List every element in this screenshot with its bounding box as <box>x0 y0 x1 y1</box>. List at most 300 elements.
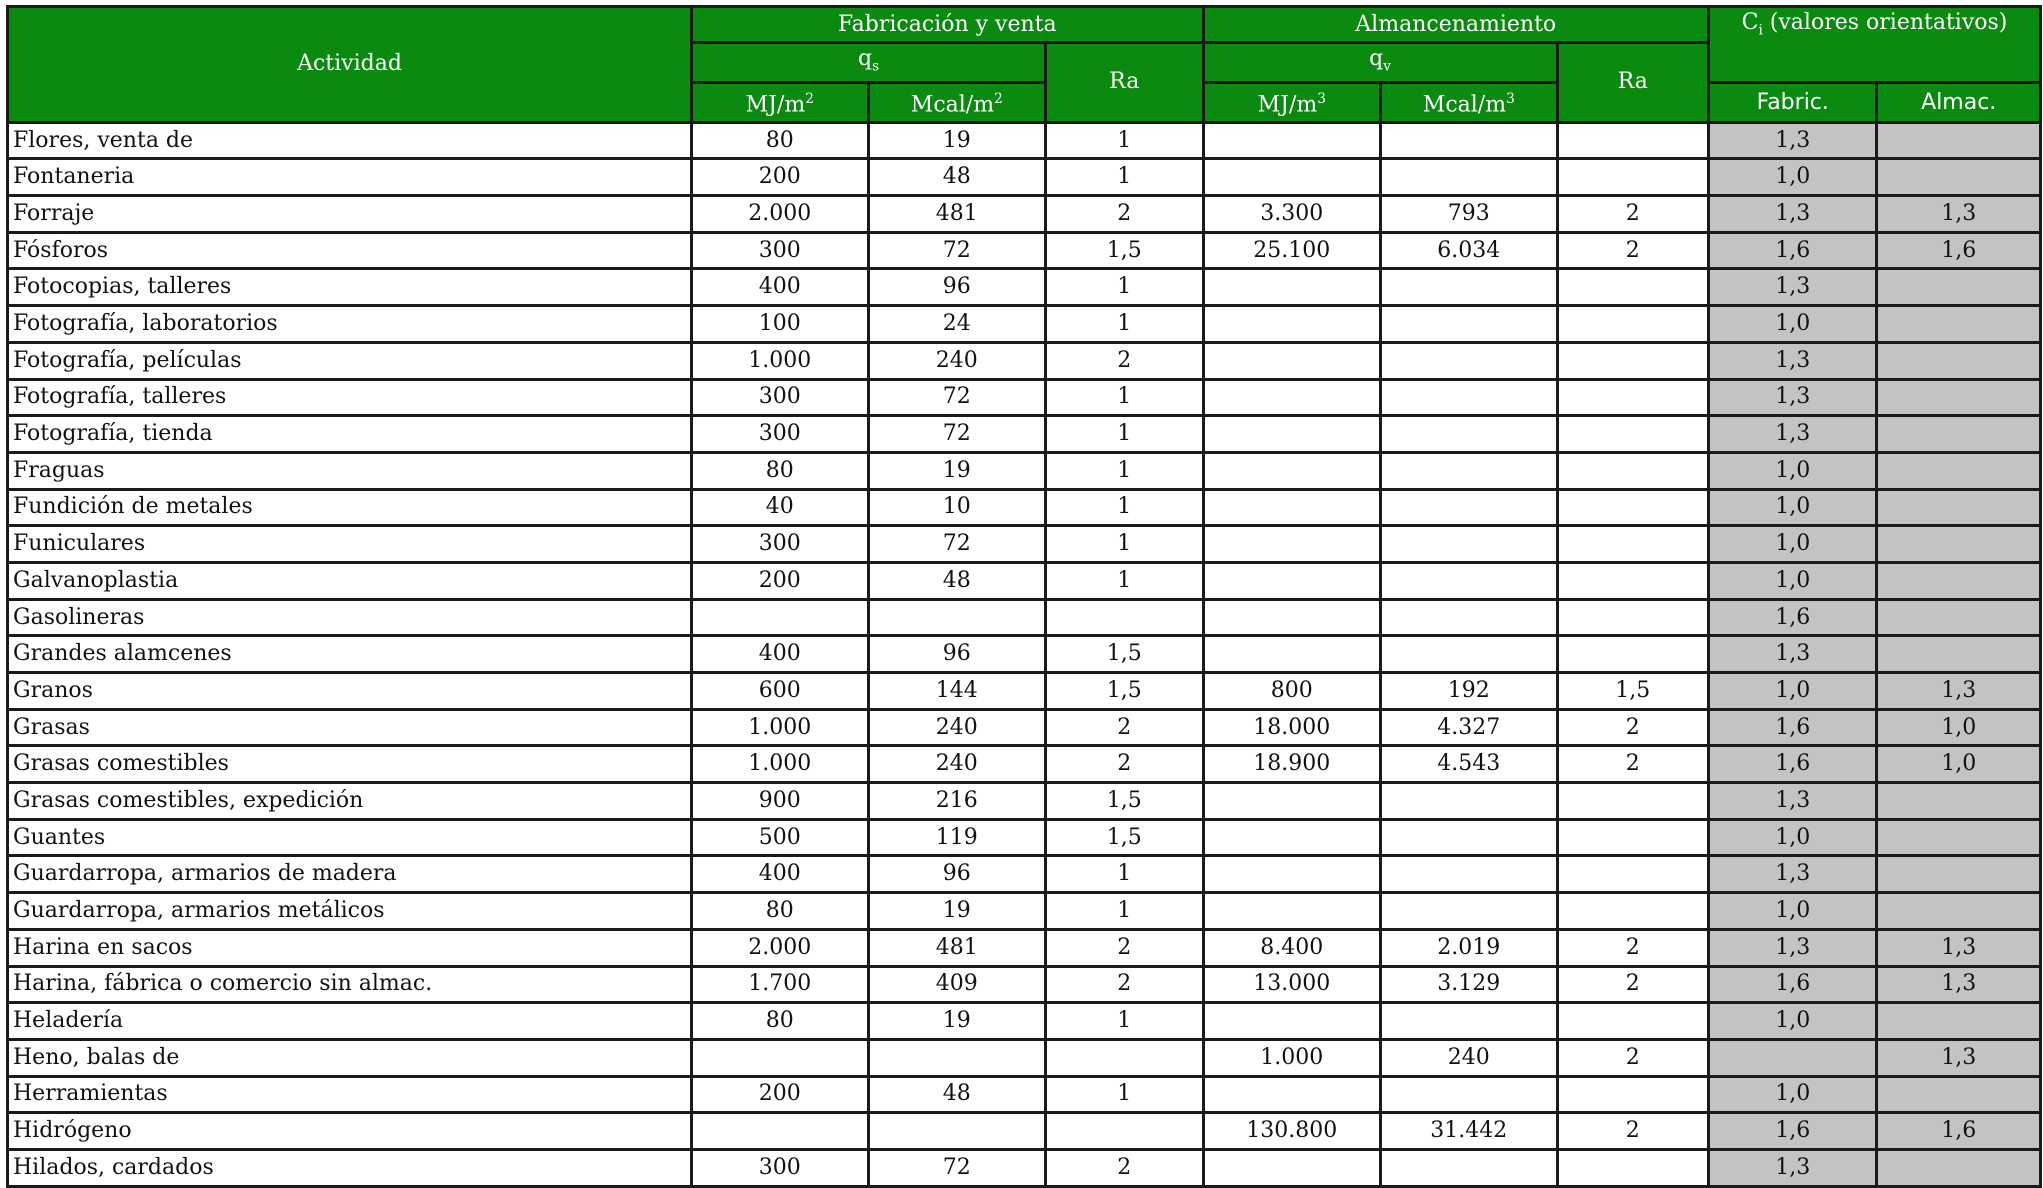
cell-mj-m2: 2.000 <box>692 196 869 233</box>
cell-mcal-m2: 96 <box>868 636 1046 673</box>
header-fabric: Fabric. <box>1708 83 1876 122</box>
cell-mcal-m3 <box>1381 379 1558 416</box>
cell-ra-almacenamiento <box>1557 819 1708 856</box>
cell-ci-almac <box>1877 856 2041 893</box>
cell-ci-fabric: 1,0 <box>1708 1003 1876 1040</box>
cell-mj-m3: 13.000 <box>1203 966 1381 1003</box>
cell-mj-m2: 2.000 <box>692 929 869 966</box>
cell-mj-m3 <box>1203 1003 1381 1040</box>
cell-ci-almac: 1,3 <box>1877 196 2041 233</box>
cell-mcal-m3: 4.327 <box>1381 709 1558 746</box>
cell-ci-fabric: 1,0 <box>1708 159 1876 196</box>
cell-mj-m3 <box>1203 636 1381 673</box>
cell-mcal-m2: 48 <box>868 159 1046 196</box>
cell-ra-fabricacion: 1,5 <box>1046 819 1203 856</box>
cell-ci-almac: 1,3 <box>1877 1039 2041 1076</box>
cell-mj-m3: 3.300 <box>1203 196 1381 233</box>
cell-actividad: Fotografía, películas <box>8 342 692 379</box>
cell-mcal-m2: 96 <box>868 856 1046 893</box>
table-row <box>8 673 2041 710</box>
header-qv: $q_v$ <box>1203 43 1557 83</box>
header-fabricacion: Fabricación y venta <box>692 7 1204 43</box>
cell-mj-m3: 18.900 <box>1203 746 1381 783</box>
cell-mcal-m3 <box>1381 269 1558 306</box>
cell-actividad: Harina en sacos <box>8 929 692 966</box>
cell-ci-almac <box>1877 1003 2041 1040</box>
table-row <box>8 122 2041 159</box>
cell-ci-fabric: 1,0 <box>1708 819 1876 856</box>
cell-ra-almacenamiento <box>1557 636 1708 673</box>
cell-mcal-m3 <box>1381 1149 1558 1186</box>
cell-ra-almacenamiento <box>1557 856 1708 893</box>
table-row <box>8 783 2041 820</box>
cell-mcal-m3 <box>1381 819 1558 856</box>
cell-mcal-m2: 19 <box>868 122 1046 159</box>
cell-ra-fabricacion: 1 <box>1046 562 1203 599</box>
cell-actividad: Fraguas <box>8 452 692 489</box>
cell-ci-fabric: 1,3 <box>1708 856 1876 893</box>
cell-ra-fabricacion: 1 <box>1046 306 1203 343</box>
cell-ci-fabric: 1,3 <box>1708 342 1876 379</box>
cell-ci-fabric: 1,0 <box>1708 452 1876 489</box>
table-row <box>8 306 2041 343</box>
cell-ra-almacenamiento <box>1557 783 1708 820</box>
cell-ci-fabric: 1,3 <box>1708 929 1876 966</box>
cell-mcal-m3 <box>1381 489 1558 526</box>
cell-actividad: Harina, fábrica o comercio sin almac. <box>8 966 692 1003</box>
table-row <box>8 1076 2041 1113</box>
cell-mj-m2: 1.000 <box>692 709 869 746</box>
cell-mcal-m3 <box>1381 562 1558 599</box>
cell-mcal-m2: 481 <box>868 929 1046 966</box>
cell-ci-fabric: 1,6 <box>1708 1113 1876 1150</box>
cell-ra-fabricacion: 1 <box>1046 526 1203 563</box>
cell-ra-almacenamiento <box>1557 452 1708 489</box>
cell-ci-almac <box>1877 379 2041 416</box>
cell-ra-fabricacion: 1 <box>1046 452 1203 489</box>
cell-mcal-m2: 119 <box>868 819 1046 856</box>
cell-actividad: Gasolineras <box>8 599 692 636</box>
header-ci: $C_i$ (valores orientativos) <box>1708 7 2040 83</box>
cell-mj-m2: 80 <box>692 893 869 930</box>
cell-ci-almac <box>1877 636 2041 673</box>
cell-ra-almacenamiento <box>1557 416 1708 453</box>
cell-ra-almacenamiento <box>1557 379 1708 416</box>
cell-mcal-m2: 240 <box>868 709 1046 746</box>
cell-ci-almac: 1,6 <box>1877 232 2041 269</box>
cell-ci-almac: 1,3 <box>1877 929 2041 966</box>
cell-mcal-m2: 144 <box>868 673 1046 710</box>
table-row <box>8 416 2041 453</box>
cell-mj-m3 <box>1203 342 1381 379</box>
cell-mcal-m2: 72 <box>868 416 1046 453</box>
cell-ci-almac <box>1877 489 2041 526</box>
cell-mcal-m3 <box>1381 893 1558 930</box>
cell-actividad: Fósforos <box>8 232 692 269</box>
cell-ci-almac <box>1877 416 2041 453</box>
header-ra-fabricacion: Ra <box>1046 43 1203 123</box>
cell-ci-fabric: 1,0 <box>1708 673 1876 710</box>
cell-mj-m2: 200 <box>692 1076 869 1113</box>
cell-mj-m3 <box>1203 1149 1381 1186</box>
cell-mcal-m2: 24 <box>868 306 1046 343</box>
cell-mcal-m3 <box>1381 159 1558 196</box>
cell-ra-almacenamiento: 2 <box>1557 196 1708 233</box>
cell-actividad: Fundición de metales <box>8 489 692 526</box>
cell-ci-almac: 1,3 <box>1877 966 2041 1003</box>
cell-ci-almac <box>1877 342 2041 379</box>
cell-mj-m3: 8.400 <box>1203 929 1381 966</box>
cell-ci-almac <box>1877 526 2041 563</box>
cell-mj-m3 <box>1203 526 1381 563</box>
cell-mj-m3 <box>1203 893 1381 930</box>
cell-ra-almacenamiento: 1,5 <box>1557 673 1708 710</box>
cell-ra-almacenamiento <box>1557 562 1708 599</box>
cell-ci-fabric: 1,0 <box>1708 526 1876 563</box>
cell-ci-fabric: 1,0 <box>1708 893 1876 930</box>
cell-mcal-m3: 31.442 <box>1381 1113 1558 1150</box>
cell-mcal-m2: 19 <box>868 1003 1046 1040</box>
header-qs: $q_s$ <box>692 43 1046 83</box>
cell-ra-fabricacion: 1 <box>1046 856 1203 893</box>
cell-mcal-m2: 19 <box>868 452 1046 489</box>
header-actividad: Actividad <box>8 7 692 123</box>
cell-actividad: Herramientas <box>8 1076 692 1113</box>
cell-actividad: Galvanoplastia <box>8 562 692 599</box>
cell-ci-fabric: 1,0 <box>1708 306 1876 343</box>
cell-ra-fabricacion: 1 <box>1046 269 1203 306</box>
cell-ci-fabric: 1,3 <box>1708 783 1876 820</box>
table-row <box>8 1113 2041 1150</box>
cell-mcal-m3 <box>1381 122 1558 159</box>
cell-actividad: Grasas comestibles <box>8 746 692 783</box>
cell-mcal-m2: 10 <box>868 489 1046 526</box>
table-row <box>8 342 2041 379</box>
cell-actividad: Guantes <box>8 819 692 856</box>
cell-ra-fabricacion: 2 <box>1046 342 1203 379</box>
header-mj-m2: $MJ/m^2$ <box>692 83 869 122</box>
cell-ci-fabric: 1,0 <box>1708 562 1876 599</box>
cell-ra-almacenamiento <box>1557 1076 1708 1113</box>
table-body <box>8 122 2041 1186</box>
cell-ci-almac: 1,0 <box>1877 709 2041 746</box>
cell-ci-almac: 1,3 <box>1877 673 2041 710</box>
cell-mj-m2: 600 <box>692 673 869 710</box>
cell-mcal-m3 <box>1381 783 1558 820</box>
cell-mcal-m2: 216 <box>868 783 1046 820</box>
table-row <box>8 746 2041 783</box>
cell-ci-fabric: 1,6 <box>1708 599 1876 636</box>
table-row <box>8 232 2041 269</box>
cell-mcal-m2: 72 <box>868 1149 1046 1186</box>
cell-mcal-m2 <box>868 1113 1046 1150</box>
header-almac: Almac. <box>1877 83 2041 122</box>
cell-mj-m2 <box>692 1113 869 1150</box>
cell-ci-fabric: 1,3 <box>1708 196 1876 233</box>
cell-mcal-m2: 48 <box>868 562 1046 599</box>
cell-mj-m2: 400 <box>692 856 869 893</box>
table-row <box>8 1039 2041 1076</box>
table-row <box>8 856 2041 893</box>
cell-ci-fabric: 1,3 <box>1708 1149 1876 1186</box>
cell-mcal-m2: 409 <box>868 966 1046 1003</box>
table-container <box>6 5 2042 1188</box>
cell-mj-m2: 80 <box>692 122 869 159</box>
cell-mj-m3 <box>1203 416 1381 453</box>
cell-ci-almac <box>1877 269 2041 306</box>
cell-mj-m3 <box>1203 562 1381 599</box>
cell-ra-fabricacion <box>1046 1113 1203 1150</box>
cell-mj-m3 <box>1203 599 1381 636</box>
cell-mj-m2: 400 <box>692 269 869 306</box>
table-row <box>8 269 2041 306</box>
table-row <box>8 709 2041 746</box>
cell-ra-almacenamiento <box>1557 122 1708 159</box>
cell-mcal-m2: 240 <box>868 342 1046 379</box>
cell-mcal-m3: 2.019 <box>1381 929 1558 966</box>
cell-ci-almac <box>1877 819 2041 856</box>
cell-mj-m2: 1.700 <box>692 966 869 1003</box>
cell-actividad: Fotografía, laboratorios <box>8 306 692 343</box>
header-ra-almacenamiento: Ra <box>1557 43 1708 123</box>
table-row <box>8 636 2041 673</box>
cell-mcal-m3: 192 <box>1381 673 1558 710</box>
cell-actividad: Funiculares <box>8 526 692 563</box>
cell-mj-m2: 1.000 <box>692 746 869 783</box>
cell-actividad: Guardarropa, armarios de madera <box>8 856 692 893</box>
cell-mj-m2: 300 <box>692 416 869 453</box>
table-row <box>8 893 2041 930</box>
cell-ci-almac: 1,6 <box>1877 1113 2041 1150</box>
cell-mcal-m3 <box>1381 452 1558 489</box>
cell-mcal-m3 <box>1381 856 1558 893</box>
cell-ci-fabric: 1,6 <box>1708 709 1876 746</box>
cell-mcal-m3 <box>1381 342 1558 379</box>
cell-ra-fabricacion: 1,5 <box>1046 232 1203 269</box>
cell-mj-m2 <box>692 1039 869 1076</box>
cell-actividad: Fotografía, tienda <box>8 416 692 453</box>
cell-actividad: Fontaneria <box>8 159 692 196</box>
cell-mcal-m3: 240 <box>1381 1039 1558 1076</box>
cell-ra-fabricacion: 1 <box>1046 159 1203 196</box>
cell-ra-fabricacion: 1 <box>1046 489 1203 526</box>
cell-ra-almacenamiento: 2 <box>1557 1039 1708 1076</box>
cell-mj-m3 <box>1203 783 1381 820</box>
cell-mj-m3 <box>1203 819 1381 856</box>
cell-mj-m2: 400 <box>692 636 869 673</box>
cell-mj-m3 <box>1203 452 1381 489</box>
cell-ci-almac <box>1877 1076 2041 1113</box>
cell-mcal-m3 <box>1381 526 1558 563</box>
cell-mj-m3: 18.000 <box>1203 709 1381 746</box>
cell-actividad: Grasas comestibles, expedición <box>8 783 692 820</box>
cell-mj-m3 <box>1203 122 1381 159</box>
cell-ra-almacenamiento <box>1557 1003 1708 1040</box>
cell-mcal-m2: 240 <box>868 746 1046 783</box>
cell-mcal-m2: 72 <box>868 232 1046 269</box>
cell-mj-m2 <box>692 599 869 636</box>
cell-mcal-m2: 48 <box>868 1076 1046 1113</box>
cell-ci-almac <box>1877 122 2041 159</box>
cell-ci-fabric <box>1708 1039 1876 1076</box>
cell-mcal-m3: 6.034 <box>1381 232 1558 269</box>
cell-mj-m2: 300 <box>692 1149 869 1186</box>
cell-mj-m3 <box>1203 1076 1381 1113</box>
table-row <box>8 379 2041 416</box>
table-row <box>8 1003 2041 1040</box>
table-row <box>8 929 2041 966</box>
cell-ci-fabric: 1,3 <box>1708 122 1876 159</box>
cell-ra-almacenamiento <box>1557 306 1708 343</box>
cell-ra-almacenamiento <box>1557 599 1708 636</box>
cell-mj-m2: 900 <box>692 783 869 820</box>
cell-ra-almacenamiento: 2 <box>1557 746 1708 783</box>
cell-ci-fabric: 1,3 <box>1708 269 1876 306</box>
cell-mj-m2: 300 <box>692 232 869 269</box>
cell-ci-fabric: 1,6 <box>1708 232 1876 269</box>
cell-ra-fabricacion: 1 <box>1046 416 1203 453</box>
header-mcal-m3: Mcal/$m^3$ <box>1381 83 1558 122</box>
cell-mcal-m3: 793 <box>1381 196 1558 233</box>
cell-actividad: Grasas <box>8 709 692 746</box>
cell-ci-fabric: 1,0 <box>1708 489 1876 526</box>
cell-ra-fabricacion: 1,5 <box>1046 636 1203 673</box>
cell-ra-almacenamiento <box>1557 526 1708 563</box>
cell-mj-m2: 1.000 <box>692 342 869 379</box>
fire-load-table <box>6 5 2042 1188</box>
cell-ci-fabric: 1,3 <box>1708 379 1876 416</box>
cell-ci-fabric: 1,3 <box>1708 636 1876 673</box>
cell-ra-fabricacion: 1,5 <box>1046 783 1203 820</box>
cell-actividad: Hilados, cardados <box>8 1149 692 1186</box>
cell-mj-m2: 200 <box>692 159 869 196</box>
cell-ci-almac <box>1877 1149 2041 1186</box>
cell-ra-fabricacion: 2 <box>1046 709 1203 746</box>
cell-ra-fabricacion <box>1046 1039 1203 1076</box>
cell-ra-almacenamiento: 2 <box>1557 232 1708 269</box>
cell-ra-fabricacion <box>1046 599 1203 636</box>
cell-mj-m3 <box>1203 856 1381 893</box>
cell-mj-m2: 500 <box>692 819 869 856</box>
cell-actividad: Grandes alamcenes <box>8 636 692 673</box>
cell-ra-almacenamiento <box>1557 269 1708 306</box>
header-mcal-m2: Mcal/$m^2$ <box>868 83 1046 122</box>
table-row <box>8 599 2041 636</box>
cell-ra-fabricacion: 1 <box>1046 893 1203 930</box>
cell-mcal-m3 <box>1381 1076 1558 1113</box>
cell-ci-almac: 1,0 <box>1877 746 2041 783</box>
cell-actividad: Flores, venta de <box>8 122 692 159</box>
cell-mj-m2: 40 <box>692 489 869 526</box>
cell-ci-almac <box>1877 893 2041 930</box>
cell-mcal-m3: 3.129 <box>1381 966 1558 1003</box>
cell-ra-fabricacion: 1 <box>1046 379 1203 416</box>
cell-mj-m3 <box>1203 306 1381 343</box>
cell-ci-almac <box>1877 452 2041 489</box>
cell-ra-almacenamiento <box>1557 159 1708 196</box>
table-header <box>8 7 2041 123</box>
cell-mcal-m3: 4.543 <box>1381 746 1558 783</box>
cell-ci-fabric: 1,6 <box>1708 746 1876 783</box>
cell-mj-m3 <box>1203 379 1381 416</box>
cell-mj-m2: 200 <box>692 562 869 599</box>
cell-actividad: Hidrógeno <box>8 1113 692 1150</box>
cell-mj-m3 <box>1203 269 1381 306</box>
cell-mj-m3 <box>1203 489 1381 526</box>
cell-mcal-m2 <box>868 599 1046 636</box>
cell-actividad: Granos <box>8 673 692 710</box>
cell-ra-almacenamiento: 2 <box>1557 929 1708 966</box>
cell-mj-m3: 800 <box>1203 673 1381 710</box>
cell-ra-almacenamiento: 2 <box>1557 1113 1708 1150</box>
table-row <box>8 489 2041 526</box>
cell-mcal-m3 <box>1381 1003 1558 1040</box>
cell-actividad: Heladería <box>8 1003 692 1040</box>
cell-mcal-m2: 72 <box>868 526 1046 563</box>
cell-mj-m3: 130.800 <box>1203 1113 1381 1150</box>
cell-ci-almac <box>1877 159 2041 196</box>
cell-ra-almacenamiento <box>1557 1149 1708 1186</box>
cell-ra-almacenamiento <box>1557 489 1708 526</box>
cell-ra-almacenamiento <box>1557 893 1708 930</box>
cell-mcal-m3 <box>1381 416 1558 453</box>
cell-ci-almac <box>1877 599 2041 636</box>
cell-mcal-m2: 481 <box>868 196 1046 233</box>
cell-ra-fabricacion: 1 <box>1046 1076 1203 1113</box>
cell-mj-m2: 300 <box>692 379 869 416</box>
header-almacenamiento: Almancenamiento <box>1203 7 1708 43</box>
table-row <box>8 526 2041 563</box>
cell-actividad: Fotocopias, talleres <box>8 269 692 306</box>
cell-actividad: Fotografía, talleres <box>8 379 692 416</box>
cell-mcal-m3 <box>1381 636 1558 673</box>
cell-mj-m2: 300 <box>692 526 869 563</box>
header-mj-m3: $MJ/m^3$ <box>1203 83 1381 122</box>
cell-ra-fabricacion: 1,5 <box>1046 673 1203 710</box>
cell-ra-almacenamiento: 2 <box>1557 966 1708 1003</box>
cell-mcal-m3 <box>1381 599 1558 636</box>
table-row <box>8 562 2041 599</box>
cell-ci-almac <box>1877 306 2041 343</box>
cell-mcal-m2: 96 <box>868 269 1046 306</box>
cell-ra-almacenamiento: 2 <box>1557 709 1708 746</box>
cell-ci-fabric: 1,0 <box>1708 1076 1876 1113</box>
table-row <box>8 819 2041 856</box>
table-row <box>8 452 2041 489</box>
cell-mj-m2: 80 <box>692 452 869 489</box>
cell-ra-fabricacion: 1 <box>1046 122 1203 159</box>
table-row <box>8 196 2041 233</box>
cell-mj-m3 <box>1203 159 1381 196</box>
cell-ra-almacenamiento <box>1557 342 1708 379</box>
cell-mj-m2: 100 <box>692 306 869 343</box>
cell-ra-fabricacion: 2 <box>1046 746 1203 783</box>
table-row <box>8 159 2041 196</box>
cell-mj-m3: 1.000 <box>1203 1039 1381 1076</box>
cell-mcal-m2: 19 <box>868 893 1046 930</box>
cell-ra-fabricacion: 2 <box>1046 196 1203 233</box>
cell-mcal-m2 <box>868 1039 1046 1076</box>
cell-mcal-m3 <box>1381 306 1558 343</box>
cell-ra-fabricacion: 1 <box>1046 1003 1203 1040</box>
cell-ci-fabric: 1,6 <box>1708 966 1876 1003</box>
table-row <box>8 1149 2041 1186</box>
cell-ra-fabricacion: 2 <box>1046 966 1203 1003</box>
cell-ra-fabricacion: 2 <box>1046 1149 1203 1186</box>
cell-ci-almac <box>1877 562 2041 599</box>
cell-ra-fabricacion: 2 <box>1046 929 1203 966</box>
cell-ci-fabric: 1,3 <box>1708 416 1876 453</box>
